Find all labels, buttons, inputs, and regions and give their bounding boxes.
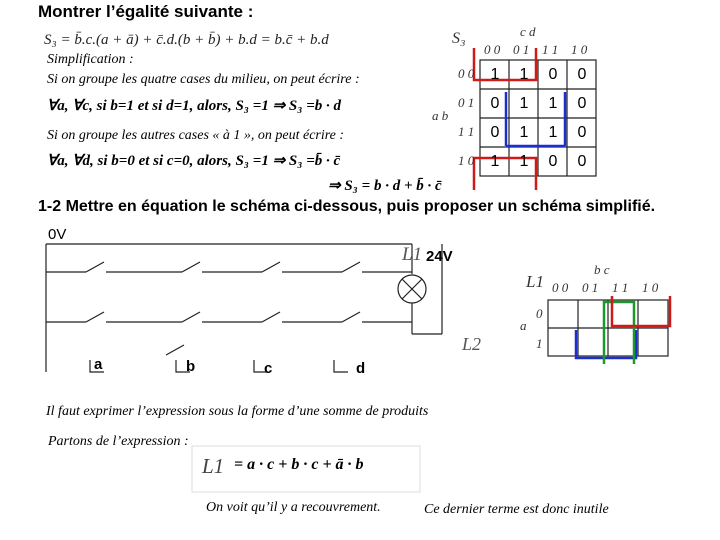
kmap1-cell: 0 (577, 95, 587, 112)
kmap1-cell: 1 (490, 66, 500, 83)
kmap1-row-header-3: 1 0 (458, 153, 475, 168)
kmap1-row-header-0: 0 0 (458, 66, 475, 81)
kmap2-top-var: b c (594, 262, 610, 277)
section2-heading: 1-2 Mettre en équation le schéma ci-dessous, puis proposer un schéma simplifié. (38, 198, 656, 215)
note-useless-term: Ce dernier terme est donc inutile (424, 502, 609, 517)
circuit-rail-right-label: 24V (426, 248, 453, 265)
kmap1-top-var: c d (520, 24, 536, 39)
kmap1-cell: 0 (577, 66, 587, 83)
circuit-contact-b: b (186, 358, 196, 375)
kmap1-cell: 1 (519, 95, 529, 112)
s3-equation: S₃ = b̄.c.(a + ā) + c̄.d.(b + b̄) + b.d = b.c̄ + b.d (44, 32, 329, 48)
kmap1-cell: 0 (577, 153, 587, 170)
kmap1-cell: 1 (548, 124, 558, 141)
circuit-diagram (46, 244, 442, 372)
simplification-line1: Si on groupe les quatre cases du milieu, on peut écrire : (47, 72, 360, 87)
simplification-formula2: ∀a, ∀d, si b=0 et si c=0, alors, S₃ =1 ⇒ S₃ =b̄ · c̄ (47, 153, 341, 169)
kmap2-row-header-0: 0 (536, 306, 543, 321)
kmap1-cell: 1 (519, 153, 529, 170)
kmap1-side-var: a b (432, 108, 449, 123)
kmap1-row-header-2: 1 1 (458, 124, 475, 139)
circuit-contact-d: d (356, 360, 366, 377)
kmap1-cell: 0 (548, 153, 558, 170)
simplification-formula3: ⇒ S₃ = b · d + b̄ · c̄ (328, 178, 442, 194)
circuit-rail-left-label: 0V (48, 226, 67, 243)
kmap1-cell: 1 (548, 95, 558, 112)
kmap2-side-var: a (520, 318, 527, 333)
kmap1-cell: 1 (519, 124, 529, 141)
kmap1-cell: 1 (519, 66, 529, 83)
kmap1-row-header-1: 0 1 (458, 95, 475, 110)
simplification-line2: Si on groupe les autres cases « à 1 », on peut écrire : (47, 128, 345, 143)
circuit-lamp1-label: L1 (402, 244, 423, 265)
kmap1-cell: 0 (490, 124, 500, 141)
expression-rhs: = a · c + b · c + ā · b (234, 456, 364, 473)
kmap1-col-header-0: 0 0 (484, 42, 501, 57)
circuit-contact-a: a (94, 356, 103, 373)
simplification-heading: Simplification : (47, 52, 134, 67)
simplification-formula1: ∀a, ∀c, si b=1 et si d=1, alors, S₃ =1 ⇒ S₃ =b · d (47, 98, 342, 114)
bottom-line2: Partons de l’expression : (48, 434, 189, 449)
note-overlap: On voit qu’il y a recouvrement. (206, 500, 381, 515)
kmap1-col-header-3: 1 0 (571, 42, 588, 57)
kmap2-row-header-1: 1 (536, 336, 543, 351)
kmap1-cell: 0 (490, 95, 500, 112)
kmap2-col-header-2: 1 1 (612, 280, 629, 295)
circuit-lamp2-label: L2 (462, 334, 482, 354)
kmap1-col-header-2: 1 1 (542, 42, 559, 57)
kmap2-col-header-0: 0 0 (552, 280, 569, 295)
kmap1-cell: 0 (577, 124, 587, 141)
kmap2-name: L1 (526, 272, 544, 291)
kmap2-blue-group (576, 330, 636, 358)
circuit-contact-c: c (264, 360, 273, 377)
expression-lhs: L1 (202, 454, 225, 478)
kmap1-cell: 0 (548, 66, 558, 83)
kmap2-col-header-1: 0 1 (582, 280, 599, 295)
kmap2-grid-lines (548, 300, 668, 356)
kmap2-col-header-3: 1 0 (642, 280, 659, 295)
kmap1-col-header-1: 0 1 (513, 42, 530, 57)
kmap1-cell: 1 (490, 153, 500, 170)
kmap1-name: S₃ (452, 30, 466, 47)
page-title: Montrer l’égalité suivante : (38, 2, 254, 21)
bottom-line1: Il faut exprimer l’expression sous la forme d’une somme de produits (46, 404, 429, 419)
